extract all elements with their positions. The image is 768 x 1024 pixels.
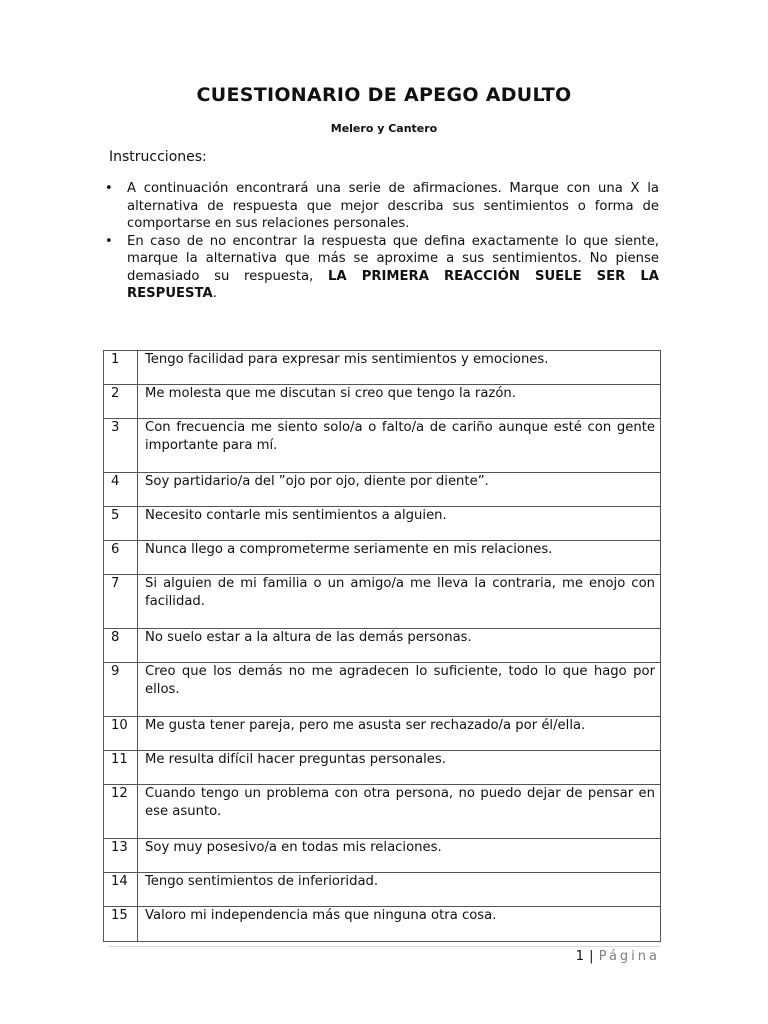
page-label: Página	[598, 949, 660, 964]
table-row	[104, 541, 661, 575]
questionnaire-table	[103, 350, 661, 942]
table-row	[104, 663, 661, 717]
instructions-heading: Instrucciones:	[109, 149, 207, 165]
instruction-text-end: .	[212, 286, 217, 301]
item-number: 15	[104, 907, 138, 942]
page-number: 1	[575, 949, 585, 964]
item-text: Creo que los demás no me agradecen lo suficiente, todo lo que hago por ellos.	[138, 663, 661, 717]
instruction-item	[104, 233, 659, 303]
bullet-icon: •	[105, 181, 113, 196]
item-text: Necesito contarle mis sentimientos a alguien.	[138, 507, 661, 541]
item-number: 14	[104, 873, 138, 907]
table-row	[104, 785, 661, 839]
table-row	[104, 473, 661, 507]
item-text: Soy muy posesivo/a en todas mis relaciones.	[138, 839, 661, 873]
item-text: Me molesta que me discutan si creo que tengo la razón.	[138, 385, 661, 419]
instruction-text: A continuación encontrará una serie de afirmaciones. Marque con una X la alternativa de respuesta que mejor describa sus sentimientos o forma de comportarse en sus relaciones personales.	[127, 181, 659, 231]
bullet-icon: •	[105, 233, 113, 249]
table-row	[104, 419, 661, 473]
item-text: No suelo estar a la altura de las demás personas.	[138, 629, 661, 663]
item-number: 10	[104, 717, 138, 751]
item-number: 13	[104, 839, 138, 873]
item-text: Nunca llego a comprometerme seriamente en mis relaciones.	[138, 541, 661, 575]
table-row	[104, 751, 661, 785]
footer-divider	[109, 946, 660, 947]
item-text: Valoro mi independencia más que ninguna otra cosa.	[138, 907, 661, 942]
item-number: 5	[104, 507, 138, 541]
item-number: 4	[104, 473, 138, 507]
item-text: Con frecuencia me siento solo/a o falto/a de cariño aunque esté con gente importante para mí.	[138, 419, 661, 473]
item-number: 12	[104, 785, 138, 839]
item-number: 3	[104, 419, 138, 473]
instruction-text: En caso de no encontrar la respuesta que defina exactamente lo que siente, marque la alternativa que más se aproxime a sus sentimientos. No piense demasiado su respuesta,	[127, 233, 659, 284]
document-authors: Melero y Cantero	[330, 122, 438, 135]
table-row	[104, 351, 661, 385]
table-row	[104, 873, 661, 907]
footer-separator: |	[589, 949, 595, 964]
page-footer	[576, 949, 660, 964]
item-text: Soy partidario/a del ”ojo por ojo, diente por diente”.	[138, 473, 661, 507]
table-row	[104, 629, 661, 663]
item-text: Si alguien de mi familia o un amigo/a me lleva la contraria, me enojo con facilidad.	[138, 575, 661, 629]
item-text: Tengo facilidad para expresar mis sentimientos y emociones.	[138, 351, 661, 385]
item-text: Tengo sentimientos de inferioridad.	[138, 873, 661, 907]
table-row	[104, 717, 661, 751]
item-number: 11	[104, 751, 138, 785]
item-number: 7	[104, 575, 138, 629]
table-row	[104, 507, 661, 541]
instructions-list	[104, 180, 659, 303]
item-text: Cuando tengo un problema con otra persona, no puedo dejar de pensar en ese asunto.	[138, 785, 661, 839]
item-number: 9	[104, 663, 138, 717]
table-row	[104, 575, 661, 629]
item-text: Me resulta difícil hacer preguntas personales.	[138, 751, 661, 785]
item-number: 8	[104, 629, 138, 663]
item-number: 6	[104, 541, 138, 575]
instruction-emphasis: LA PRIMERA REACCIÓN SUELE SER LA RESPUESTA	[127, 268, 660, 301]
item-number: 2	[104, 385, 138, 419]
item-number: 1	[104, 351, 138, 385]
table-row	[104, 385, 661, 419]
table-row	[104, 839, 661, 873]
instruction-item	[104, 180, 659, 233]
document-title: CUESTIONARIO DE APEGO ADULTO	[196, 84, 572, 106]
item-text: Me gusta tener pareja, pero me asusta ser rechazado/a por él/ella.	[138, 717, 661, 751]
table-row	[104, 907, 661, 942]
